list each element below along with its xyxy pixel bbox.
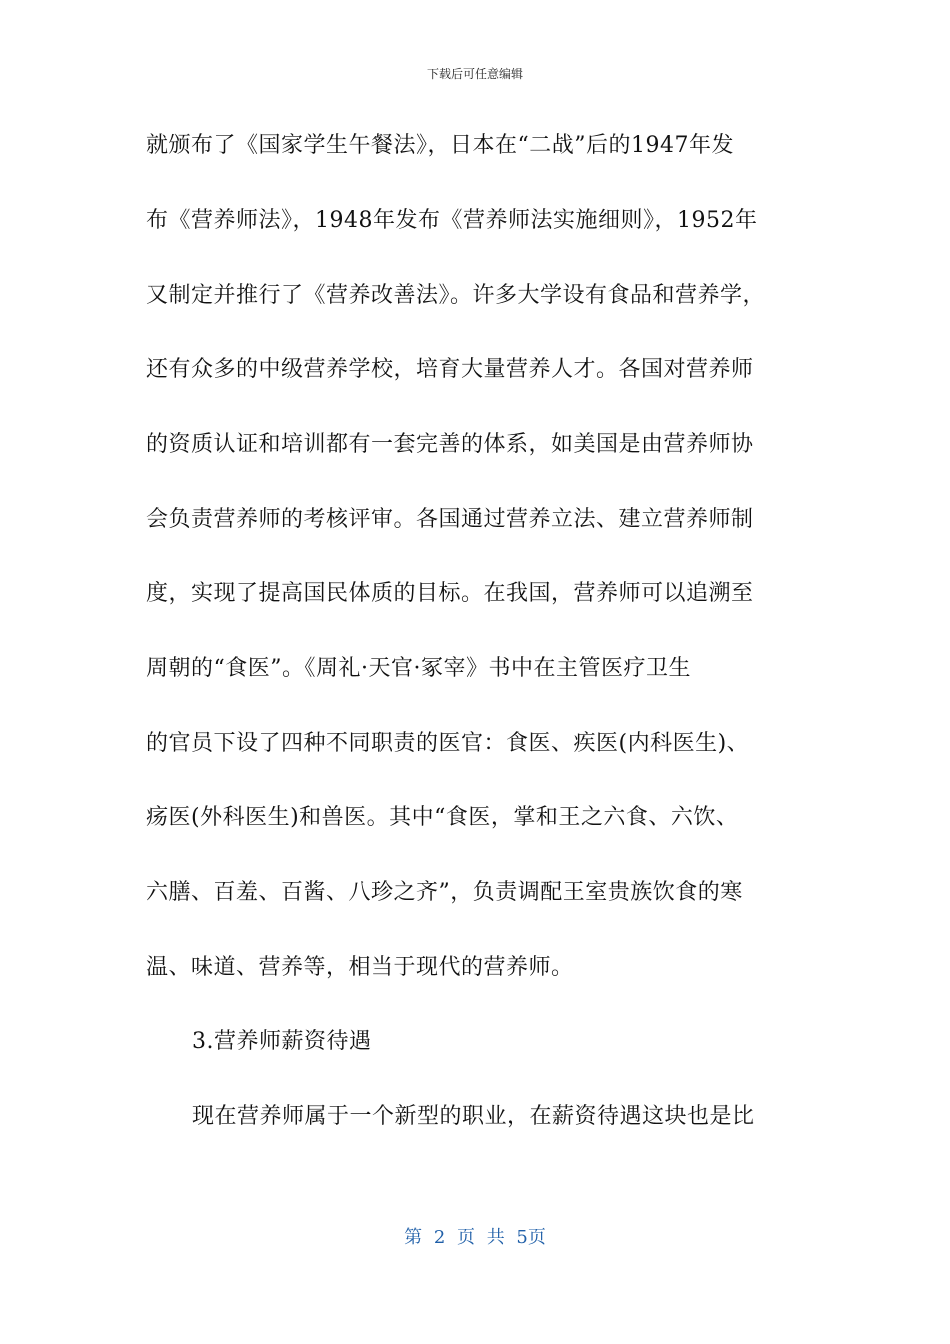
- section-heading: 3.营养师薪资待遇: [192, 1029, 372, 1054]
- body-line-6: 会负责营养师的考核评审。各国通过营养立法、建立营养师制: [146, 507, 754, 532]
- body-line-5: 的资质认证和培训都有一套完善的体系，如美国是由营养师协: [146, 432, 754, 457]
- body-line-10: 疡医(外科医生)和兽医。其中“食医，掌和王之六食、六饮、: [146, 805, 739, 830]
- body-line-11: 六膳、百羞、百酱、八珍之齐”，负责调配王室贵族饮食的寒: [146, 880, 743, 905]
- body-line-4: 还有众多的中级营养学校，培育大量营养人才。各国对营养师: [146, 357, 754, 382]
- page-header: 下载后可任意编辑: [426, 67, 523, 81]
- body-line-2: 布《营养师法》，1948年发布《营养师法实施细则》，1952年: [146, 208, 758, 233]
- body-line-9: 的官员下设了四种不同职责的医官：食医、疾医(内科医生)、: [146, 731, 750, 756]
- body-line-7: 度，实现了提高国民体质的目标。在我国，营养师可以追溯至: [146, 581, 754, 606]
- page-number-footer: 第 2 页 共 5页: [404, 1227, 546, 1248]
- body-line-13: 现在营养师属于一个新型的职业，在薪资待遇这块也是比: [192, 1104, 755, 1129]
- body-line-8: 周朝的“食医”。《周礼·天官·冢宰》书中在主管医疗卫生: [146, 656, 691, 681]
- body-line-1: 就颁布了《国家学生午餐法》，日本在“二战”后的1947年发: [146, 133, 734, 158]
- body-line-3: 又制定并推行了《营养改善法》。许多大学设有食品和营养学，: [146, 283, 766, 308]
- body-line-12: 温、味道、营养等，相当于现代的营养师。: [146, 955, 574, 980]
